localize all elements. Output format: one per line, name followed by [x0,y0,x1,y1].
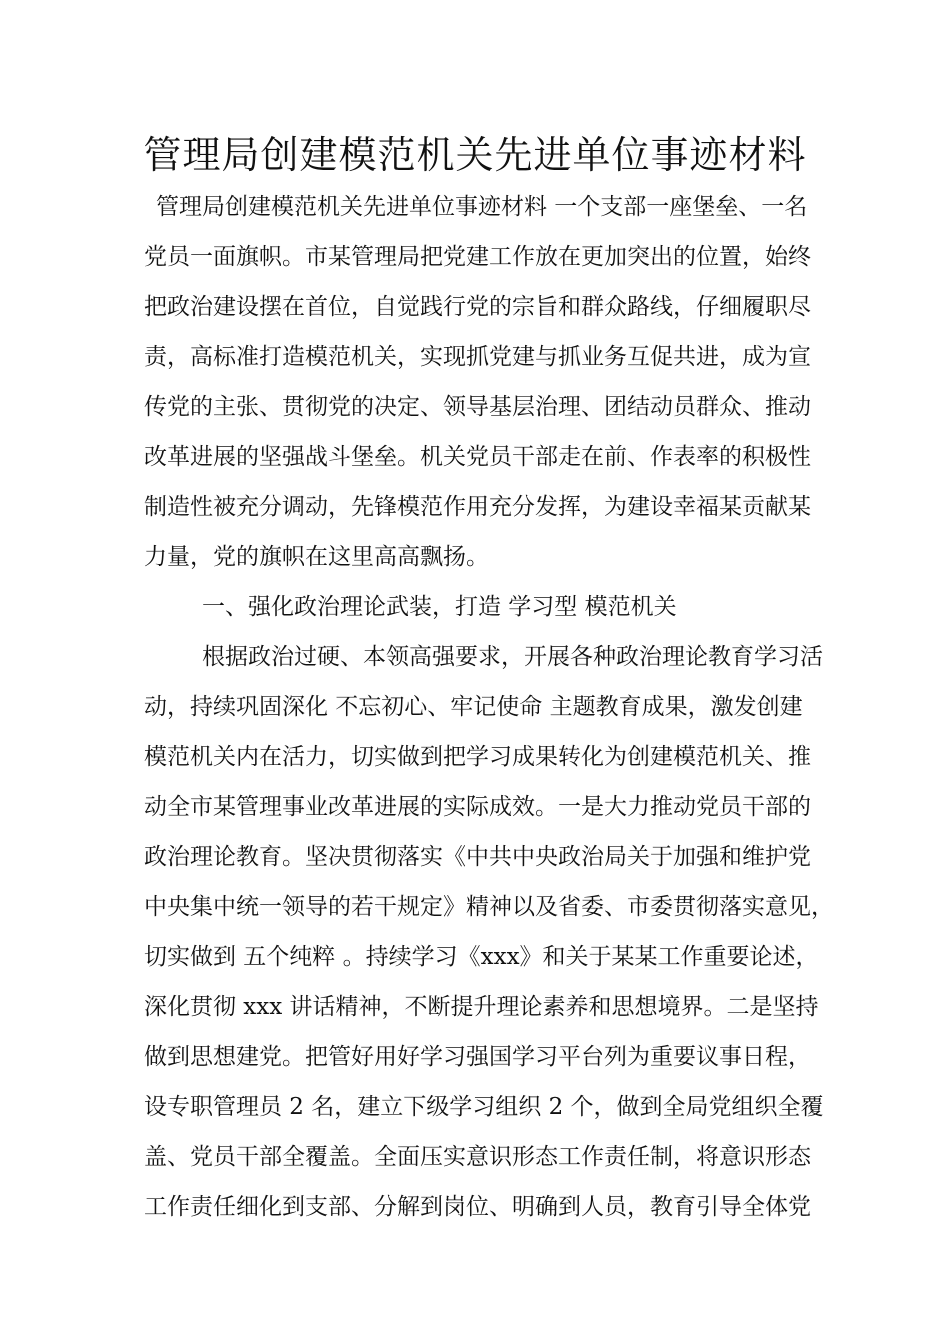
text-line: 政治理论教育。坚决贯彻落实《中共中央政治局关于加强和维护党 [144,844,811,870]
text-line: 党员一面旗帜。市某管理局把党建工作放在更加突出的位置，始终 [144,244,811,270]
document-body [144,182,834,1232]
text-line: 力量，党的旗帜在这里高高飘扬。 [144,544,489,570]
text-line: 深化贯彻 xxx 讲话精神，不断提升理论素养和思想境界。二是坚持 [144,994,819,1020]
text-line: 动，持续巩固深化 不忘初心、牢记使命 主题教育成果，激发创建 [144,694,803,720]
text-line: 根据政治过硬、本领高强要求，开展各种政治理论教育学习活 [202,644,823,670]
text-line: 模范机关内在活力，切实做到把学习成果转化为创建模范机关、推 [144,744,811,770]
text-line: 把政治建设摆在首位，自觉践行党的宗旨和群众路线，仔细履职尽 [144,294,811,320]
text-line: 改革进展的坚强战斗堡垒。机关党员干部走在前、作表率的积极性 [144,444,811,470]
text-line: 管理局创建模范机关先进单位事迹材料 一个支部一座堡垒、一名 [156,194,808,220]
text-line: 设专职管理员 2 名，建立下级学习组织 2 个，做到全局党组织全覆 [144,1094,824,1120]
section-heading: 一、强化政治理论武装，打造 学习型 模范机关 [202,594,677,620]
text-line: 盖、党员干部全覆盖。全面压实意识形态工作责任制，将意识形态 [144,1144,811,1170]
text-line: 责，高标准打造模范机关，实现抓党建与抓业务互促共进，成为宣 [144,344,811,370]
text-line: 工作责任细化到支部、分解到岗位、明确到人员，教育引导全体党 [144,1194,811,1220]
text-line: 做到思想建党。把管好用好学习强国学习平台列为重要议事日程， [144,1044,811,1070]
text-line: 制造性被充分调动，先锋模范作用充分发挥，为建设幸福某贡献某 [144,494,811,520]
text-line: 切实做到 五个纯粹 。持续学习《xxx》和关于某某工作重要论述， [144,944,819,970]
text-line: 动全市某管理事业改革进展的实际成效。一是大力推动党员干部的 [144,794,811,820]
text-line: 中央集中统一领导的若干规定》精神以及省委、市委贯彻落实意见， [144,894,834,920]
text-line: 传党的主张、贯彻党的决定、领导基层治理、团结动员群众、推动 [144,394,811,420]
document-title: 管理局创建模范机关先进单位事迹材料 [143,133,807,177]
